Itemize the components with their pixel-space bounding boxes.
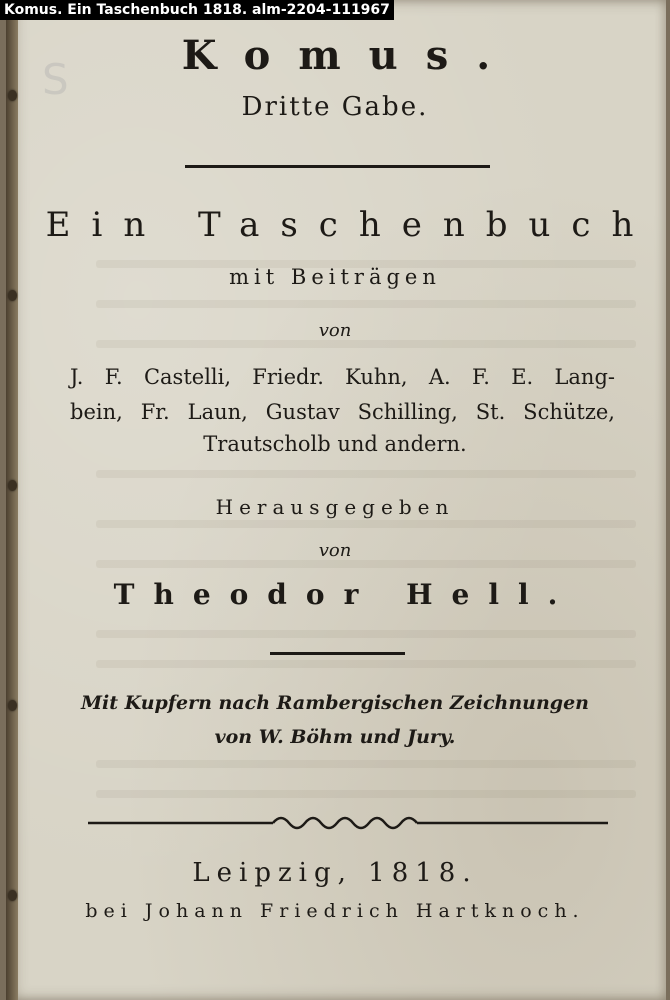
show-through-text	[96, 630, 636, 638]
show-through-text	[96, 660, 636, 668]
edition-label: Dritte Gabe.	[241, 92, 429, 122]
contributions-label: mit Beiträgen	[229, 265, 441, 289]
contributors-line-3: Trautscholb und andern.	[203, 432, 467, 456]
show-through-text	[96, 300, 636, 308]
place-and-year: Leipzig, 1818.	[192, 858, 478, 888]
illustrations-line-2: von W. Böhm und Jury.	[214, 726, 456, 748]
binding-hole	[8, 480, 17, 491]
show-through-text	[96, 760, 636, 768]
by-label: von	[318, 540, 352, 561]
image-caption: Komus. Ein Taschenbuch 1818. alm-2204-111967	[0, 0, 394, 20]
divider-rule	[185, 165, 490, 168]
ornamental-rule	[88, 808, 608, 838]
library-stamp-mark: S	[42, 55, 69, 104]
book-subtitle: Ein Taschenbuch	[45, 205, 655, 245]
show-through-text	[96, 790, 636, 798]
binding-hole	[8, 290, 17, 301]
show-through-text	[96, 560, 636, 568]
contributors-line-2: bein, Fr. Laun, Gustav Schilling, St. Schütze,	[70, 400, 615, 424]
divider-rule	[270, 652, 405, 655]
book-title: Komus.	[181, 32, 519, 79]
show-through-text	[96, 520, 636, 528]
by-label: von	[318, 320, 352, 341]
show-through-text	[96, 470, 636, 478]
publisher: bei Johann Friedrich Hartknoch.	[85, 900, 585, 922]
contributors-line-1: J. F. Castelli, Friedr. Kuhn, A. F. E. Lang-	[70, 365, 615, 389]
illustrations-line-1: Mit Kupfern nach Rambergischen Zeichnungen	[81, 692, 589, 714]
edited-by-label: Herausgegeben	[215, 495, 455, 519]
editor-name: Theodor Hell.	[113, 578, 577, 611]
show-through-text	[96, 340, 636, 348]
